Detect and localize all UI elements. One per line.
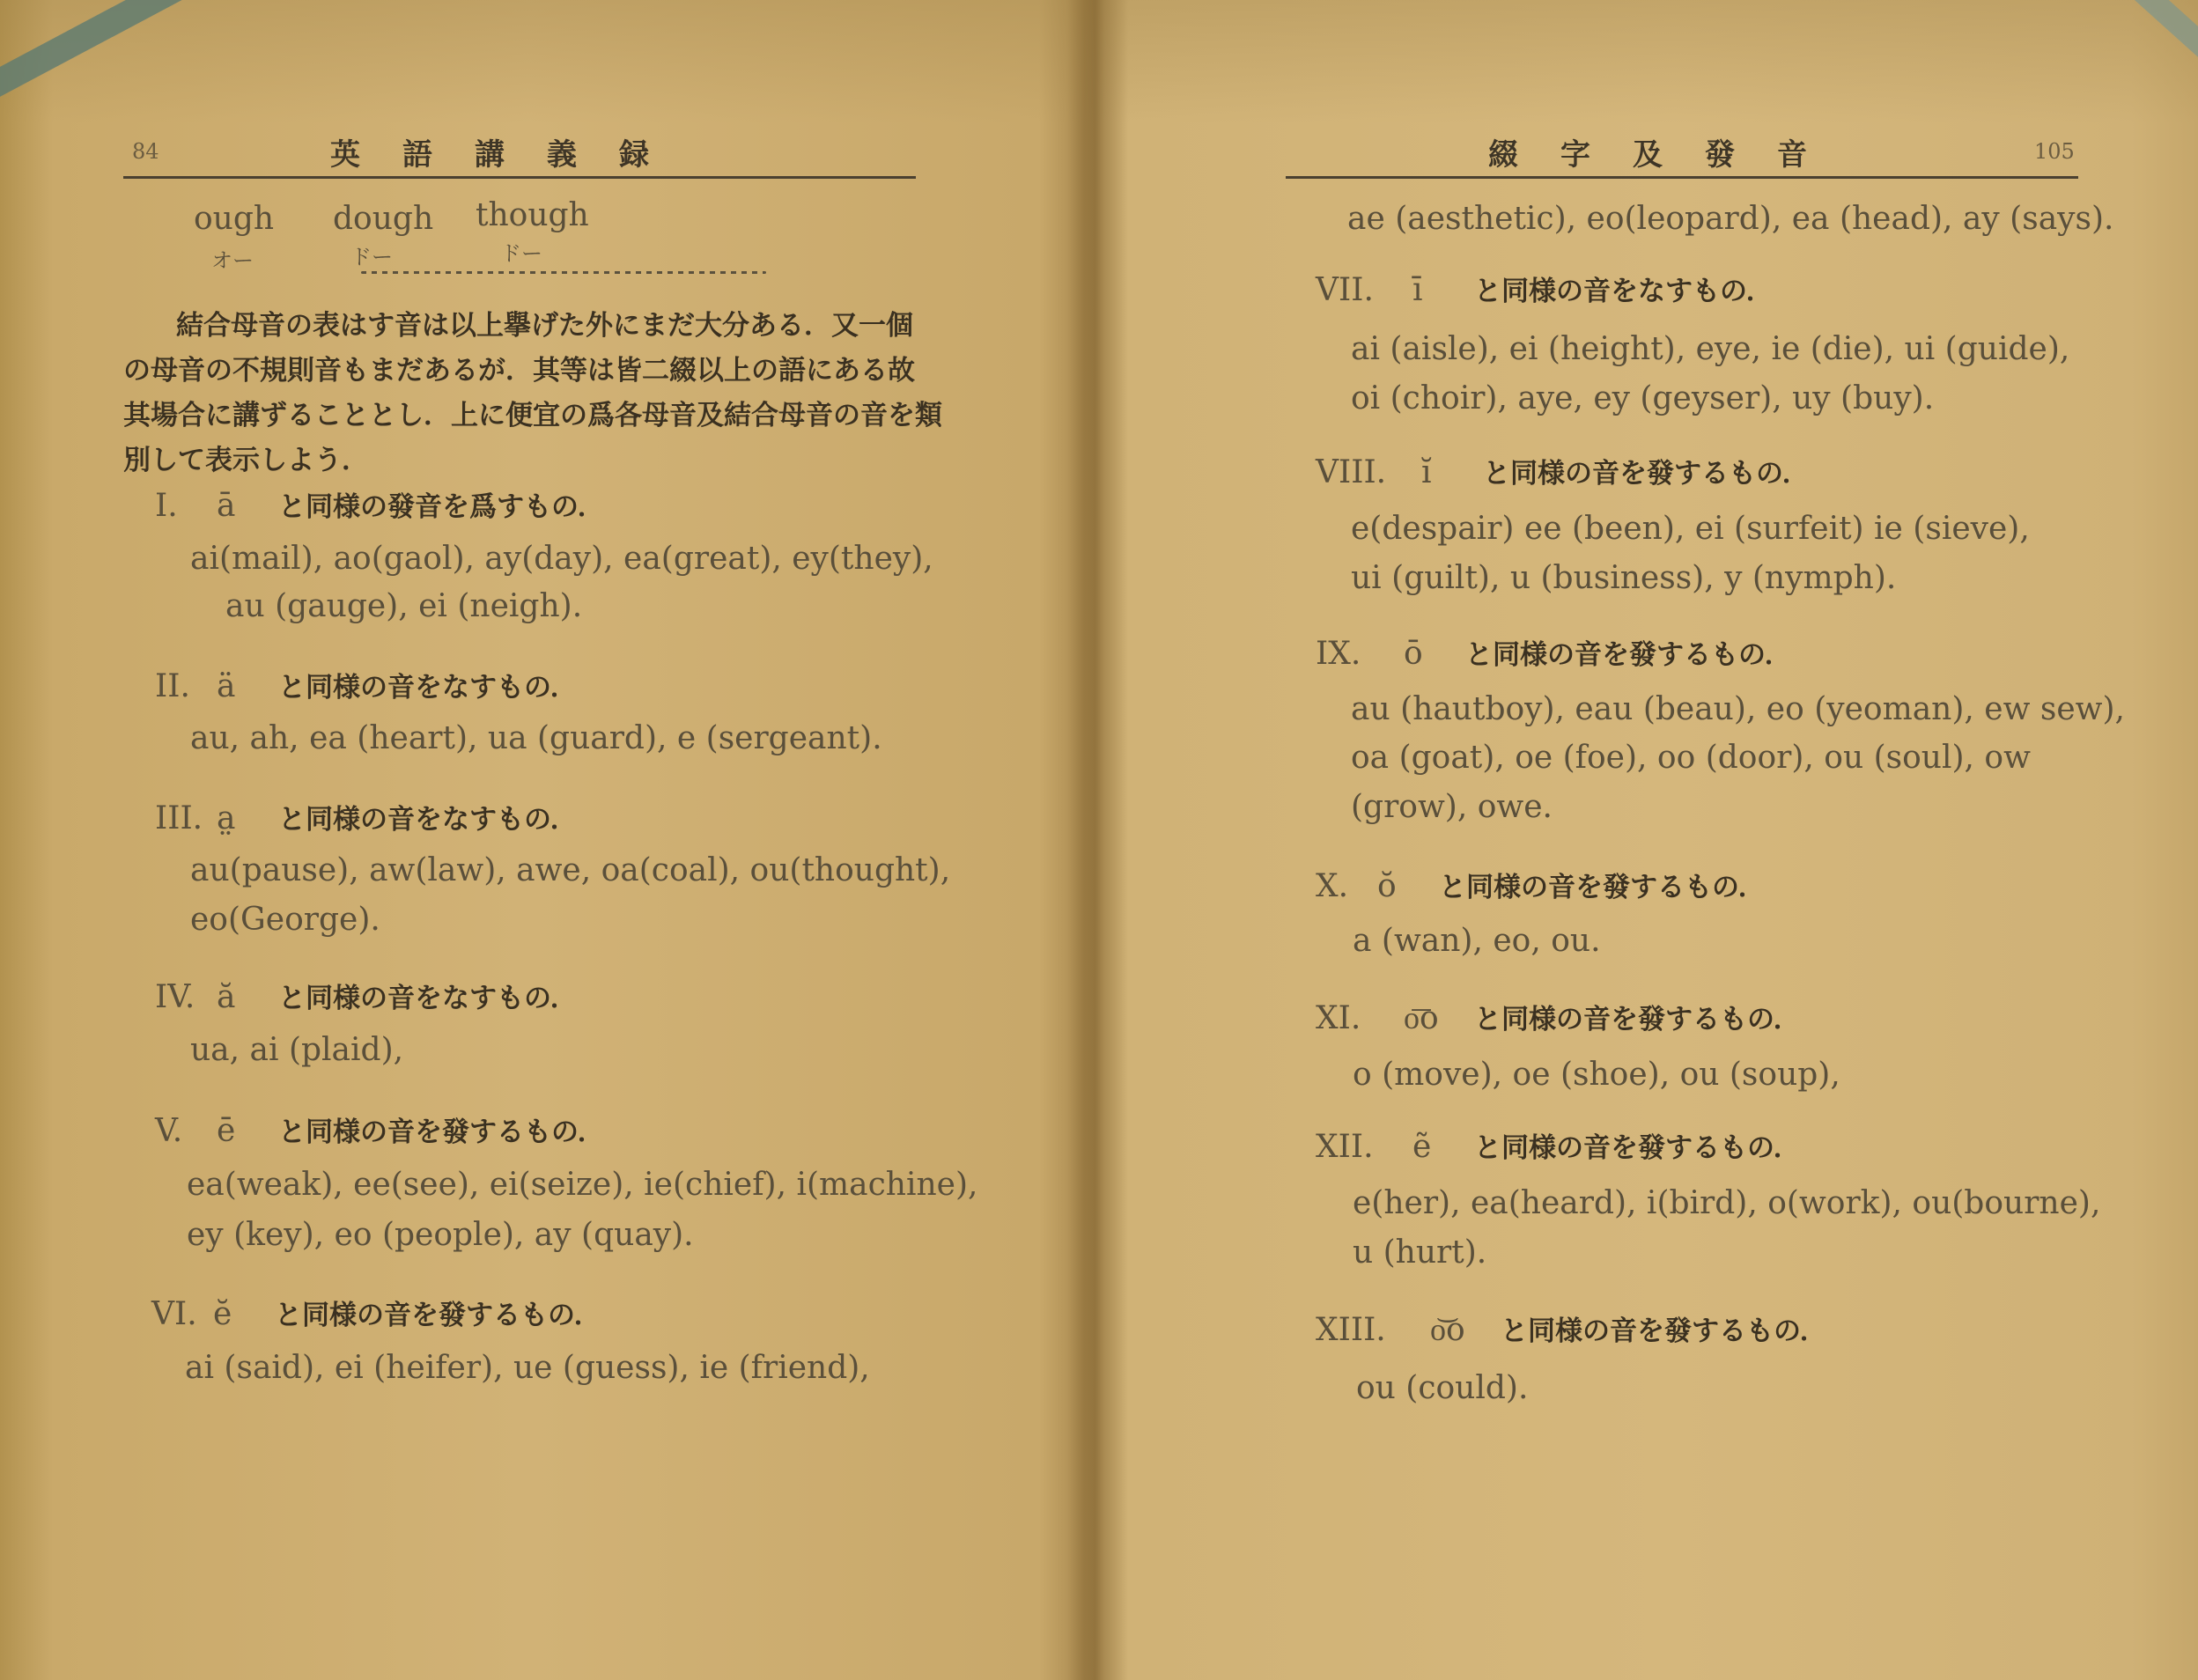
example-line: au (gauge), ei (neigh).: [225, 588, 583, 624]
vowel-symbol: ă: [217, 979, 236, 1015]
vowel-symbol: ĕ: [213, 1296, 232, 1332]
example-line: ai (aisle), ei (height), eye, ie (die), ui (guide),: [1351, 331, 2070, 367]
section-label: と同様の音をなすもの．: [278, 983, 578, 1014]
paragraph-line: の母音の不規則音もまだあるが．其等は皆二綴以上の語にある故: [123, 355, 915, 387]
right-page-header: [1286, 123, 2078, 179]
section-numeral: XII.: [1316, 1129, 1374, 1165]
section-numeral: VIII.: [1316, 454, 1387, 490]
section-numeral: I.: [155, 488, 178, 524]
paragraph-line: 別して表示しよう．: [123, 445, 369, 476]
example-line: oa (goat), oe (foe), oo (door), ou (soul), ow: [1351, 740, 2031, 776]
section-label: と同様の音を發するもの．: [1483, 458, 1810, 490]
paragraph-line: 結合母音の表はす音は以上擧げた外にまだ大分ある．又一個: [176, 310, 913, 342]
section-label: と同様の音を發するもの．: [1474, 1004, 1801, 1035]
section-label: と同様の音を發するもの．: [1474, 1132, 1801, 1164]
book-gutter: [1067, 0, 1129, 1680]
section-label: と同様の音を發するもの．: [275, 1300, 601, 1331]
section-numeral: V.: [155, 1113, 183, 1149]
section-heading: [1316, 1125, 1801, 1165]
example-reading: オー: [211, 248, 254, 273]
left-page-number: 84: [132, 139, 159, 164]
example-line: e(despair) ee (been), ei (surfeit) ie (sieve),: [1351, 511, 2030, 547]
example-line: a (wan), eo, ou.: [1353, 923, 1601, 959]
example-line: ai (said), ei (heifer), ue (guess), ie (friend),: [185, 1350, 870, 1386]
vowel-symbol: ō: [1404, 636, 1423, 672]
example-line: ou (could).: [1356, 1370, 1529, 1406]
example-reading: ドー: [500, 241, 542, 266]
section-label: と同様の音をなすもの．: [278, 672, 578, 704]
section-label: と同様の音を發するもの．: [1465, 639, 1792, 671]
section-heading: [155, 484, 605, 524]
vowel-symbol: ĭ: [1421, 454, 1432, 490]
paragraph-line: 其場合に講ずることとし．上に便宜の爲各母音及結合母音の音を類: [123, 400, 942, 431]
right-page: [1286, 0, 2125, 1680]
wavy-underline: [361, 271, 766, 274]
section-heading: [151, 1293, 601, 1332]
example-line: ey (key), eo (people), ay (quay).: [187, 1217, 694, 1253]
section-numeral: IX.: [1316, 636, 1361, 672]
section-numeral: VI.: [151, 1296, 197, 1332]
section-numeral: VII.: [1316, 272, 1374, 308]
example-reading: ドー: [350, 245, 393, 269]
example-line: u (hurt).: [1353, 1234, 1487, 1271]
example-line: ui (guilt), u (business), y (nymph).: [1351, 560, 1897, 596]
section-heading: [1316, 1308, 1827, 1348]
section-heading: [155, 1109, 605, 1149]
continued-line: ae (aesthetic), eo(leopard), ea (head), ay (says).: [1347, 201, 2114, 237]
section-heading: [1316, 269, 1774, 308]
example-line: oi (choir), aye, ey (geyser), uy (buy).: [1351, 380, 1935, 416]
section-label: と同様の音を發するもの．: [278, 1116, 605, 1148]
intro-paragraph: [123, 304, 942, 483]
vowel-symbol: ē: [217, 1113, 236, 1149]
section-heading: [155, 665, 578, 704]
example-word: though: [476, 197, 589, 233]
left-page-header: [123, 123, 916, 179]
vowel-symbol: ŏ: [1377, 868, 1397, 904]
example-line: e(her), ea(heard), i(bird), o(work), ou(bourne),: [1353, 1185, 2101, 1221]
example-line: ai(mail), ao(gaol), ay(day), ea(great), ey(they),: [190, 541, 933, 577]
vowel-symbol: o͝o: [1430, 1312, 1465, 1348]
example-line: au(pause), aw(law), awe, oa(coal), ou(thought),: [190, 852, 951, 888]
section-numeral: XI.: [1316, 1000, 1361, 1036]
left-page: [123, 0, 978, 1680]
example-word: dough: [333, 201, 434, 237]
right-running-title: 綴字及發音: [1488, 137, 1849, 173]
vowel-symbol: ā: [217, 488, 236, 524]
section-numeral: II.: [155, 668, 190, 704]
vowel-symbol: ẽ: [1412, 1129, 1432, 1165]
vowel-symbol: ī: [1412, 272, 1423, 308]
section-heading: [155, 976, 578, 1015]
section-label: と同様の音を發するもの．: [1501, 1315, 1827, 1347]
section-heading: [1316, 632, 1792, 672]
right-page-number: 105: [2034, 139, 2075, 164]
left-running-title: 英語講義録: [330, 137, 691, 173]
example-line: ea(weak), ee(see), ei(seize), ie(chief), i(machine),: [187, 1167, 978, 1203]
section-label: と同様の音をなすもの．: [1474, 276, 1774, 307]
section-numeral: X.: [1316, 868, 1349, 904]
section-heading: [1316, 997, 1801, 1036]
section-numeral: III.: [155, 800, 203, 836]
section-numeral: IV.: [155, 979, 195, 1015]
example-line: (grow), owe.: [1351, 789, 1553, 825]
example-line: au (hautboy), eau (beau), eo (yeoman), ew sew),: [1351, 691, 2125, 727]
example-word: ough: [194, 201, 275, 237]
vowel-symbol: ä: [217, 668, 236, 704]
section-label: と同様の音をなすもの．: [278, 804, 578, 836]
vowel-symbol: o͞o: [1404, 1000, 1439, 1036]
section-heading: [1316, 865, 1766, 904]
vowel-symbol: a̤: [217, 800, 236, 836]
section-label: と同様の音を發するもの．: [1439, 872, 1766, 903]
example-line: eo(George).: [190, 902, 380, 938]
example-line: o (move), oe (shoe), ou (soup),: [1353, 1057, 1840, 1093]
example-line: ua, ai (plaid),: [190, 1032, 404, 1068]
section-label: と同様の發音を爲すもの．: [278, 491, 605, 523]
section-numeral: XIII.: [1316, 1312, 1386, 1348]
section-heading: [155, 797, 578, 836]
section-heading: [1316, 451, 1810, 490]
example-line: au, ah, ea (heart), ua (guard), e (sergeant).: [190, 720, 882, 756]
